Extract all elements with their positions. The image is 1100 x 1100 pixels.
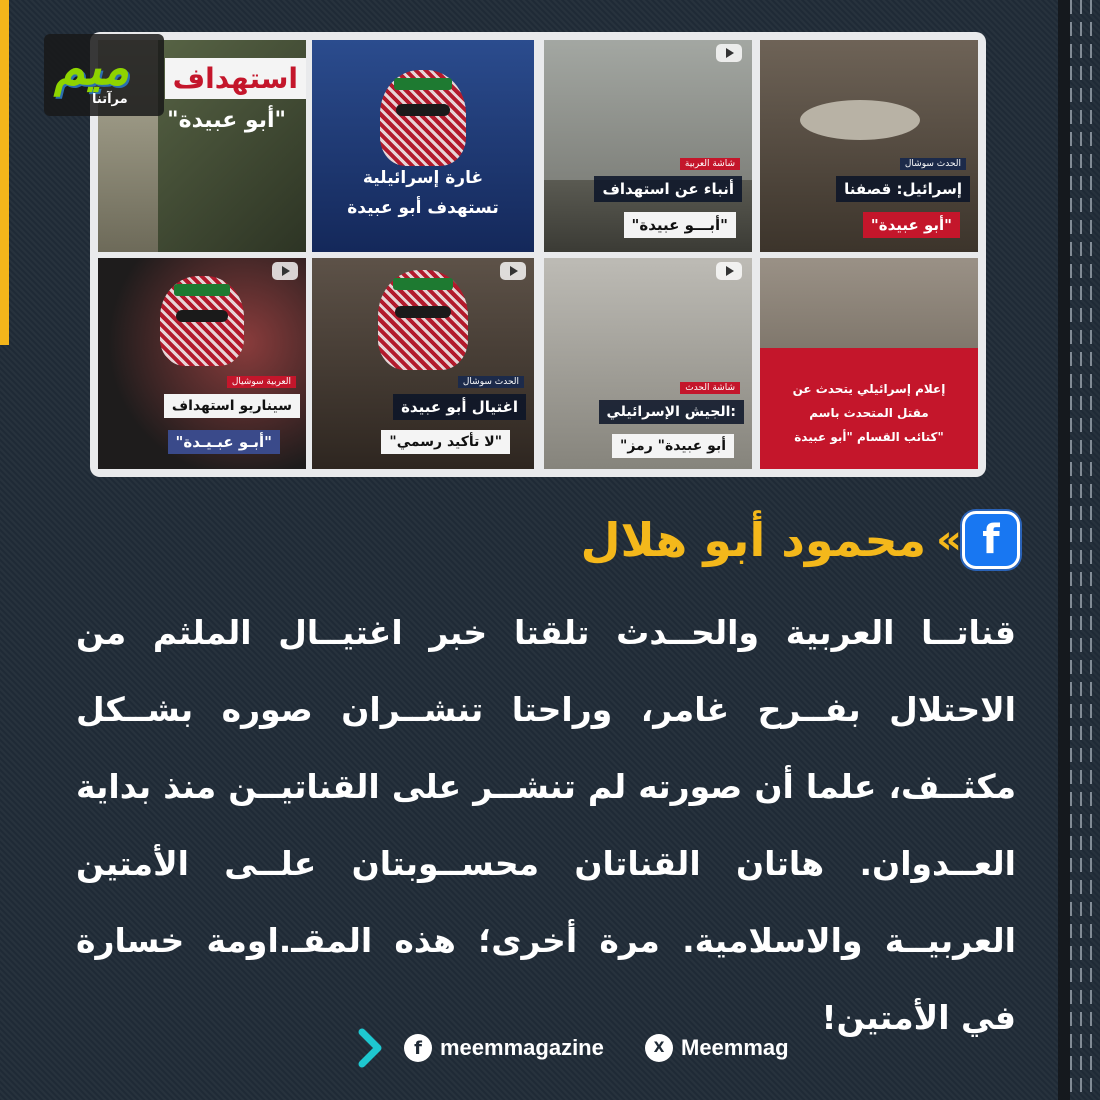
channel-tag: شاشة الحدث xyxy=(680,382,740,394)
collage-tile xyxy=(760,40,978,252)
collage-tile xyxy=(544,258,752,469)
double-chevron-icon: « xyxy=(936,517,952,563)
tile-caption: "أبـــو عبيدة" xyxy=(624,212,736,238)
play-icon xyxy=(272,262,298,280)
tile-caption: "أبو عبيدة" xyxy=(167,108,286,133)
play-icon xyxy=(716,262,742,280)
collage-tile xyxy=(98,258,306,469)
tile-caption: اغتيال أبو عبيدة xyxy=(393,394,526,420)
facebook-handle: meemmagazine xyxy=(440,1035,604,1060)
logo-subtitle: مرآتنا xyxy=(92,92,128,107)
dashed-rail xyxy=(1090,0,1092,1100)
image-collage xyxy=(90,32,986,477)
tile-caption: "أبو عبيدة" xyxy=(863,212,960,238)
author-row xyxy=(581,510,1020,570)
collage-tile xyxy=(544,40,752,252)
accent-bar xyxy=(0,0,9,345)
chevron-right-icon xyxy=(356,1028,384,1068)
play-icon xyxy=(500,262,526,280)
tile-caption: مقتل المتحدث باسم xyxy=(809,406,929,420)
collage-tile xyxy=(760,258,978,469)
author-name: محمود أبو هلال xyxy=(580,513,927,567)
facebook-glyph: f xyxy=(982,517,1000,563)
tile-caption: غارة إسرائيلية xyxy=(362,168,484,188)
brand-logo xyxy=(44,34,164,116)
tile-caption: "أبو عبيدة" رمز xyxy=(612,434,734,458)
tile-caption: الجيش الإسرائيلي: xyxy=(599,400,744,424)
facebook-link[interactable] xyxy=(404,1034,604,1062)
tile-caption: كتائب القسام "أبو عبيدة" xyxy=(794,430,944,444)
channel-tag: الحدث سوشال xyxy=(458,376,524,388)
collage-tile xyxy=(312,258,534,469)
tile-caption: إعلام إسرائيلي يتحدث عن xyxy=(792,382,946,396)
dashed-rail xyxy=(1070,0,1072,1100)
tile-caption: "لا تأكيد رسمي" xyxy=(381,430,510,454)
tile-caption: تستهدف أبو عبيدة xyxy=(347,198,499,218)
tile-caption: استهداف xyxy=(165,58,306,99)
side-rail xyxy=(1058,0,1070,1100)
channel-tag: العربية سوشيال xyxy=(227,376,296,388)
tile-caption: أنباء عن استهداف xyxy=(594,176,742,202)
post-text: قناتــا العربية والحــدث تلقتا خبر اغتيــال الملثم من الاحتلال بفــرح غامر، وراحتا تنشــران صوره بشــكل مكثــف، علما أن صورته لم تنشــر على القناتيــن منذ بداية العــدوان. هاتان القناتان محســوبتان علــى الأمتين العربيــة والاسلامية. مرة أخرى؛ هذه المقـ.اومة خسارة في الأمتين! xyxy=(76,613,1016,1037)
tile-caption: "أبـو عبـيـدة" xyxy=(168,430,280,454)
x-handle: Meemmag xyxy=(681,1035,789,1060)
x-icon: X xyxy=(645,1034,673,1062)
logo-mark: ميم xyxy=(54,38,130,96)
footer xyxy=(0,1028,1100,1068)
play-icon xyxy=(716,44,742,62)
tile-caption: إسرائيل: قصفنا xyxy=(836,176,970,202)
collage-tile xyxy=(312,40,534,252)
x-link[interactable] xyxy=(645,1034,789,1062)
channel-tag: شاشة العربية xyxy=(680,158,740,170)
facebook-icon: f xyxy=(404,1034,432,1062)
dashed-rail xyxy=(1080,0,1082,1100)
tile-caption: سيناريو استهداف xyxy=(164,394,300,418)
facebook-icon[interactable] xyxy=(962,511,1020,569)
channel-tag: الحدث سوشال xyxy=(900,158,966,170)
